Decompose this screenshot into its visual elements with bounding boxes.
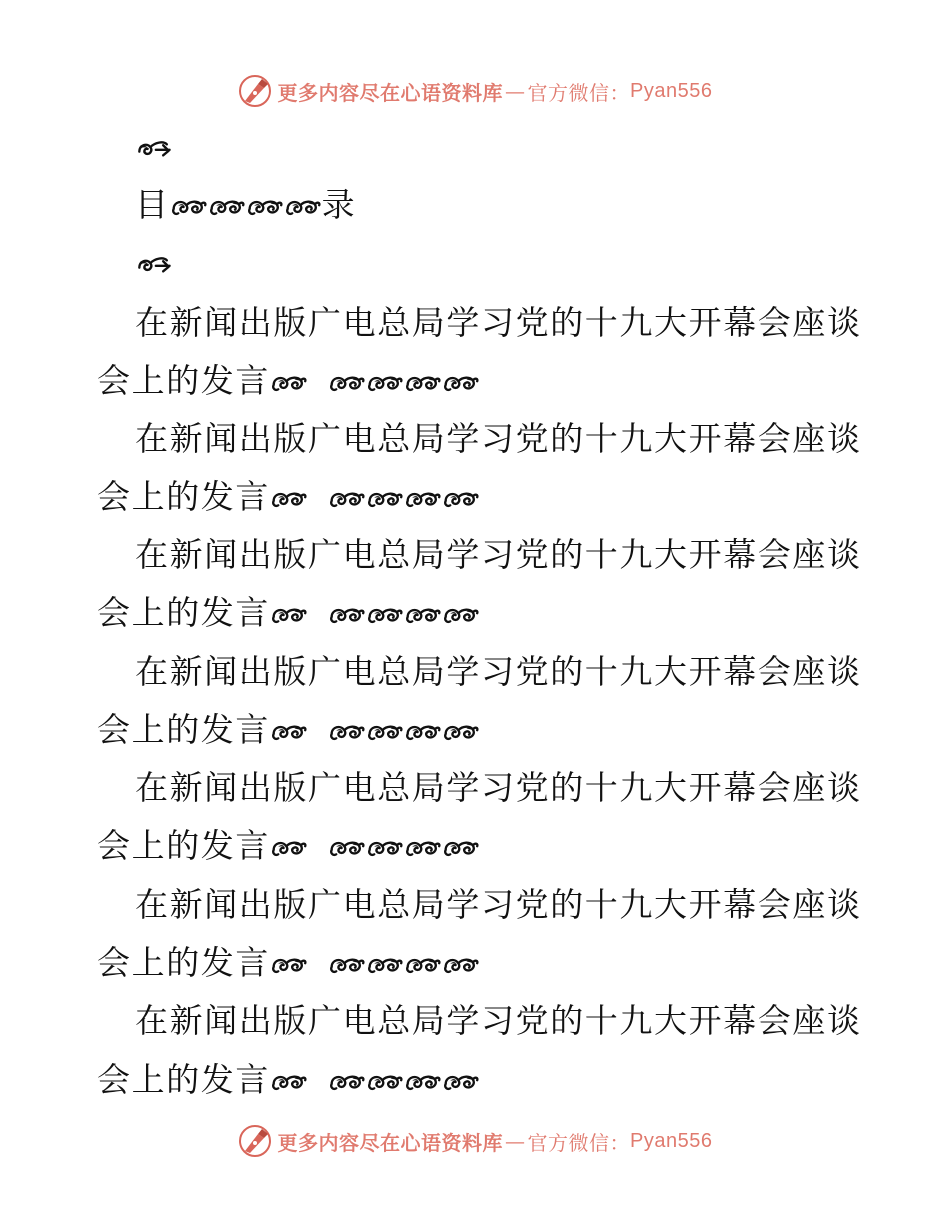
fleuron-icon <box>271 1071 307 1093</box>
fleuron-icon <box>443 954 479 976</box>
fleuron-icon <box>443 604 479 626</box>
banner-wechat-label: 官方微信： <box>527 80 631 105</box>
toc-entry-line1: 在新闻出版广电总局学习党的十九大开幕会座谈 <box>135 1001 862 1040</box>
toc-entry-line1: 在新闻出版广电总局学习党的十九大开幕会座谈 <box>135 652 862 691</box>
banner-wechat-label: 官方微信： <box>527 1130 631 1155</box>
fleuron-icon <box>271 721 307 743</box>
fleuron-icon <box>367 604 403 626</box>
fleuron-icon <box>329 604 365 626</box>
toc-entry-line1: 在新闻出版广电总局学习党的十九大开幕会座谈 <box>135 768 862 807</box>
banner-text: 更多内容尽在心语资料库 <box>277 80 504 105</box>
fleuron-icon <box>443 372 479 394</box>
toc-entry-line2 <box>97 942 480 984</box>
toc-entry-line2 <box>97 709 480 751</box>
fleuron-icon <box>405 1071 441 1093</box>
toc-entry-text: 会上的发言 <box>97 593 270 632</box>
toc-entry-line1: 在新闻出版广电总局学习党的十九大开幕会座谈 <box>135 303 862 342</box>
fleuron-icon <box>367 372 403 394</box>
fleuron-icon <box>135 137 173 159</box>
toc-entry-text: 会上的发言 <box>97 826 270 865</box>
fleuron-icon <box>443 837 479 859</box>
fleuron-icon <box>405 837 441 859</box>
fleuron-icon <box>367 488 403 510</box>
fleuron-icon <box>329 372 365 394</box>
fleuron-icon <box>367 1071 403 1093</box>
toc-title-part2: 录 <box>321 185 357 224</box>
fleuron-icon <box>271 604 307 626</box>
fleuron-icon <box>271 954 307 976</box>
toc-entry-text: 会上的发言 <box>97 1060 270 1099</box>
banner-dash: — <box>505 79 526 103</box>
fleuron-icon <box>329 837 365 859</box>
fleuron-icon <box>329 721 365 743</box>
toc-entry-text: 会上的发言 <box>97 361 270 400</box>
fleuron-icon <box>443 488 479 510</box>
banner-dash: — <box>505 1129 526 1153</box>
banner-text: 更多内容尽在心语资料库 <box>277 1130 504 1155</box>
fleuron-icon <box>405 954 441 976</box>
fleuron-icon <box>209 196 245 218</box>
toc-entry-line1: 在新闻出版广电总局学习党的十九大开幕会座谈 <box>135 535 862 574</box>
toc-entry-line2 <box>97 476 480 518</box>
toc-entry-line2 <box>97 360 480 402</box>
fleuron-icon <box>405 372 441 394</box>
fleuron-icon <box>247 196 283 218</box>
fleuron-icon <box>271 837 307 859</box>
fleuron-icon <box>285 196 321 218</box>
fleuron-icon <box>405 721 441 743</box>
toc-entry-text: 会上的发言 <box>97 477 270 516</box>
fleuron-icon <box>271 372 307 394</box>
fleuron-icon <box>171 196 207 218</box>
footer-banner <box>0 1121 950 1161</box>
fleuron-icon <box>405 604 441 626</box>
toc-entry-line2 <box>97 1059 480 1101</box>
fleuron-icon <box>367 837 403 859</box>
fleuron-icon <box>329 488 365 510</box>
toc-title-part1: 目 <box>135 185 170 224</box>
fleuron-icon <box>443 1071 479 1093</box>
toc-entry-line2 <box>97 592 480 634</box>
fleuron-icon <box>367 721 403 743</box>
fleuron-icon <box>405 488 441 510</box>
banner-wechat-id: Pyan556 <box>630 79 713 102</box>
fleuron-icon <box>135 253 173 275</box>
toc-entry-text: 会上的发言 <box>97 943 270 982</box>
toc-entry-text: 会上的发言 <box>97 710 270 749</box>
fleuron-icon <box>329 1071 365 1093</box>
pen-nib-icon <box>238 1124 272 1158</box>
toc-entry-line2 <box>97 825 480 867</box>
fleuron-icon <box>329 954 365 976</box>
toc-entry-line1: 在新闻出版广电总局学习党的十九大开幕会座谈 <box>135 419 862 458</box>
toc-entry-line1: 在新闻出版广电总局学习党的十九大开幕会座谈 <box>135 885 862 924</box>
fleuron-icon <box>443 721 479 743</box>
banner-wechat-id: Pyan556 <box>630 1129 713 1152</box>
toc-title <box>135 184 356 226</box>
fleuron-icon <box>271 488 307 510</box>
fleuron-icon <box>367 954 403 976</box>
